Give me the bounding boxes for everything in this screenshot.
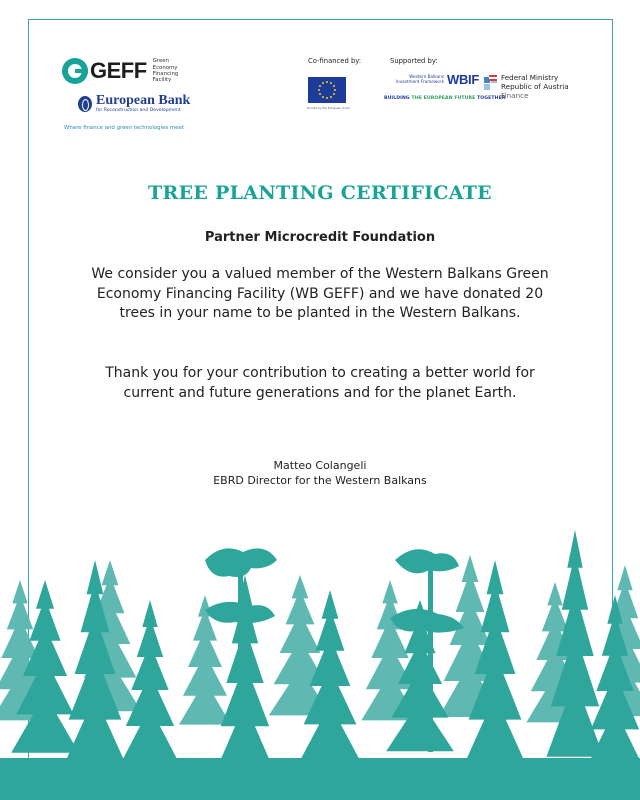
austria-line1: Federal Ministry — [501, 73, 559, 82]
austria-flag-icon — [489, 75, 497, 81]
wbif-subtitle-line2: Investment Framework — [395, 79, 444, 84]
certificate-paragraph-1: We consider you a valued member of the Western Balkans Green Economy Financing Facility (WB GEFF) and we have donated 20 trees in your name to be planted in the Western Balkans. — [91, 266, 549, 321]
signatory-title: EBRD Director for the Western Balkans — [213, 474, 427, 487]
wbif-tagline-part1: BUILDING — [384, 96, 412, 101]
austria-ministry-logo — [501, 73, 569, 100]
cofinanced-label: Co-financed by: — [308, 57, 362, 65]
partner-name: Partner Microcredit Foundation — [204, 230, 436, 245]
certificate-title: TREE PLANTING CERTIFICATE — [148, 182, 492, 204]
geff-logo-subtitle: Green Economy Financing Facility — [152, 58, 179, 84]
wbif-subtitle-line1: Western Balkans — [409, 74, 444, 79]
austria-line2: Republic of Austria — [501, 82, 569, 91]
geff-logo-word: GEFF — [90, 58, 147, 83]
wbif-tagline-part2: THE EUROPEAN FUTURE — [411, 96, 478, 101]
wbif-subtitle — [384, 74, 444, 84]
austria-line3: Finance — [501, 91, 529, 100]
eu-caption: Funded by the European Union — [307, 106, 351, 110]
ebrd-logo — [78, 94, 190, 114]
wbif-acronym: WBIF — [447, 72, 480, 87]
ebrd-logo-icon — [78, 96, 92, 112]
signatory-name: Matteo Colangeli — [273, 459, 367, 472]
supported-label: Supported by: — [390, 57, 438, 65]
geff-tagline: Where finance and green technologies meet — [64, 125, 184, 131]
certificate-paragraph-2: Thank you for your contribution to creating a better world for current and future generations and for the planet Earth. — [105, 365, 535, 401]
wbif-tagline — [384, 96, 505, 101]
wbif-tagline-part3: TOGETHER — [477, 96, 506, 101]
forest-silhouette — [0, 500, 640, 800]
eu-flag-icon — [308, 77, 346, 103]
wbif-square-icon — [484, 84, 490, 90]
ebrd-logo-subtitle: for Reconstruction and Development — [96, 108, 181, 113]
geff-logo-icon — [62, 58, 88, 84]
geff-logo — [62, 58, 193, 84]
ebrd-logo-title: European Bank — [96, 93, 191, 108]
